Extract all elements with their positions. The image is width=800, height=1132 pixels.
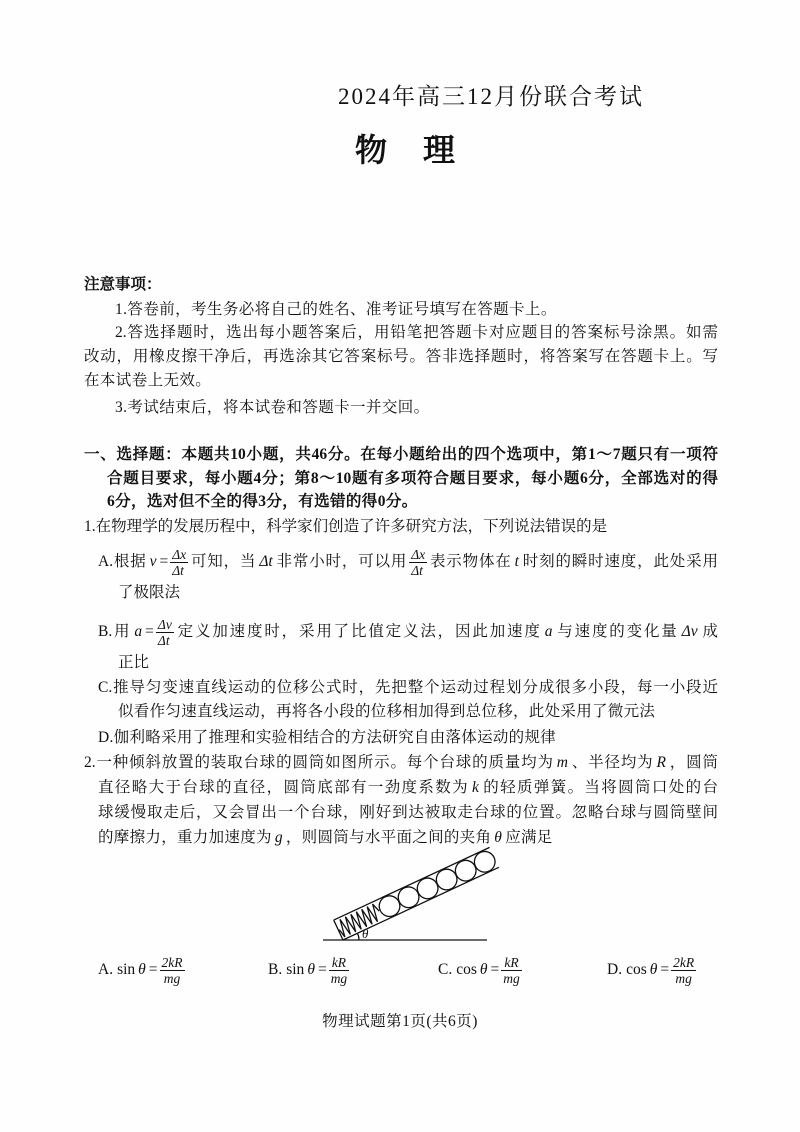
section-heading-line-3: 6分，选对但不全的得3分，有选错的得0分。 — [107, 493, 418, 510]
q2-l4-mid: ，则圆筒与水平面之间的夹角 — [285, 829, 492, 846]
exam-title: 2024年高三12月份联合考试 — [338, 84, 644, 109]
q2-opt-a-eq: = — [148, 961, 158, 978]
q2-opt-b-var: θ — [307, 961, 315, 978]
q2-opt-a-den: mg — [163, 970, 181, 986]
q2-stem-line-2 — [98, 776, 718, 800]
q2-var-k: k — [472, 779, 479, 796]
q2-opt-a-fraction — [160, 955, 185, 986]
q2-option-b — [268, 952, 351, 988]
notice-item-2-line-2: 改动，用橡皮擦干净后，再选涂其它答案标号。答非选择题时，将答案写在答题卡上。写 — [84, 348, 718, 365]
angle-label: θ — [362, 926, 369, 941]
subject-title: 物理 — [355, 132, 492, 168]
q2-var-r: R — [656, 754, 666, 771]
q2-opt-d-den: mg — [675, 970, 692, 986]
q1-b-var-a: a — [134, 623, 143, 640]
q2-l1-post: ，圆筒 — [668, 754, 718, 771]
q2-opt-b-fraction — [329, 955, 350, 986]
q1-a-var-v: v — [149, 553, 157, 570]
notice-item-3: 3.考试结束后，将本试卷和答题卡一并交回。 — [115, 399, 430, 416]
q2-opt-b-label: B. — [268, 961, 283, 978]
q1-a-mid2: 非常小时，可以用 — [275, 553, 408, 570]
q2-option-c — [438, 952, 524, 988]
q1-a-pre: A.根据 — [98, 553, 147, 570]
q2-opt-b-eq: = — [317, 961, 327, 978]
q2-opt-d-func: cos — [626, 961, 647, 978]
q2-opt-a-var: θ — [138, 961, 146, 978]
q2-var-m: m — [556, 754, 568, 771]
q2-opt-d-label: D. — [607, 961, 623, 978]
section-heading-line-1: 一、选择题：本题共10小题，共46分。在每小题给出的四个选项中，第1～7题只有一项符 — [84, 446, 718, 463]
q1-option-a-cont: 了极限法 — [118, 584, 181, 601]
q2-opt-c-func: cos — [456, 961, 477, 978]
q2-stem-line-3: 球缓慢取走后，又会冒出一个台球，刚好到达被取走台球的位置。忽略台球与圆筒壁间 — [98, 804, 718, 821]
q2-l1-pre: 2.一种倾斜放置的装取台球的圆筒如图所示。每个台球的质量均为 — [84, 754, 554, 771]
q2-option-a — [98, 952, 187, 988]
q1-option-d: D.伽利略采用了推理和实验相结合的方法研究自由落体运动的规律 — [98, 729, 557, 746]
q1-a-frac2-num: Δx — [411, 546, 426, 562]
q1-a-post: 时刻的瞬时速度，此处采用 — [521, 553, 718, 570]
q2-opt-a-label: A. — [98, 961, 114, 978]
q1-b-frac-num: Δv — [157, 616, 172, 632]
angle-arc — [358, 933, 360, 940]
q1-option-c-line-1: C.推导匀变速直线运动的位移公式时，先把整个运动过程划分成很多小段，每一小段近 — [98, 679, 718, 696]
q2-opt-b-func: sin — [286, 961, 305, 978]
q2-opt-a-num: 2kR — [161, 954, 183, 970]
q1-option-b-cont: 正比 — [118, 654, 150, 671]
q2-opt-d-num: 2kR — [673, 954, 695, 970]
q2-l1-mid: 、半径均为 — [571, 754, 654, 771]
q1-stem: 1.在物理学的发展历程中，科学家们创造了许多研究方法，下列说法错误的是 — [84, 518, 608, 535]
q1-option-c-line-2: 似看作匀速直线运动，再将各小段的位移相加得到总位移，此处采用了微元法 — [118, 703, 656, 720]
q1-b-var-a2: a — [544, 623, 553, 640]
q1-a-mid1: 可知，当 — [190, 553, 257, 570]
notice-item-1: 1.答卷前，考生务必将自己的姓名、准考证号填写在答题卡上。 — [115, 301, 557, 318]
q1-a-frac2-den: Δt — [411, 562, 423, 578]
q1-a-fraction-1 — [170, 547, 188, 578]
q1-b-post: 成 — [700, 623, 718, 640]
q2-l4-pre: 的摩擦力，重力加速度为 — [98, 829, 272, 846]
q2-opt-c-num: kR — [501, 955, 522, 971]
q1-a-fraction-2 — [409, 547, 427, 578]
q2-opt-a-func: sin — [117, 961, 136, 978]
q1-a-var-t: t — [514, 553, 519, 570]
q1-a-frac1-den: Δt — [172, 562, 184, 578]
tube-diagram — [315, 845, 500, 950]
q2-opt-c-var: θ — [479, 961, 488, 978]
q1-a-var-dt: Δt — [259, 553, 273, 570]
q1-a-frac1-num: Δx — [172, 546, 187, 562]
q2-l2-post: 的轻质弹簧。当将圆筒口处的台 — [481, 779, 718, 796]
q2-l2-pre: 直径略大于台球的直径，圆筒底部有一劲度系数为 — [98, 779, 469, 796]
q1-b-eq: = — [145, 623, 154, 640]
q2-opt-c-eq: = — [490, 961, 500, 978]
q1-b-pre: B.用 — [98, 623, 132, 640]
section-heading-line-2: 合题目要求，每小题4分；第8～10题有多项符合题目要求，每小题6分，全部选对的得 — [107, 470, 718, 487]
q1-b-mid2: 与速度的变化量 — [555, 623, 679, 640]
q2-opt-b-num: kR — [329, 955, 350, 971]
q1-b-var-dv: Δv — [681, 623, 698, 640]
q1-option-b — [98, 614, 718, 650]
q1-b-mid1: 定义加速度时，采用了比值定义法，因此加速度 — [175, 623, 542, 640]
q1-a-mid3: 表示物体在 — [429, 553, 512, 570]
q2-opt-c-den: mg — [503, 970, 520, 986]
q1-option-a — [98, 544, 718, 580]
q2-l4-post: 应满足 — [505, 829, 553, 846]
q2-var-theta: θ — [494, 829, 503, 846]
q1-b-frac-den: Δt — [157, 632, 170, 648]
notice-item-2-line-3: 在本试卷上无效。 — [84, 372, 212, 389]
q2-opt-b-den: mg — [330, 970, 348, 986]
notice-heading: 注意事项： — [84, 276, 162, 293]
q1-b-fraction — [156, 617, 174, 648]
tube-group — [334, 847, 499, 940]
q2-option-d — [607, 952, 698, 988]
q2-stem-line-1 — [84, 751, 718, 775]
q2-opt-d-var: θ — [649, 961, 658, 978]
q2-opt-d-eq: = — [660, 961, 670, 978]
notice-item-2-line-1: 2.答选择题时，选出每小题答案后，用铅笔把答题卡对应题目的答案标号涂黑。如需 — [115, 324, 718, 341]
page-footer: 物理试题第1页(共6页) — [322, 1013, 478, 1030]
q2-opt-d-fraction — [671, 955, 696, 986]
tube-upper-wall — [334, 847, 490, 920]
q2-opt-c-label: C. — [438, 961, 453, 978]
q2-opt-c-fraction — [501, 955, 522, 986]
q2-var-g: g — [274, 829, 283, 846]
q1-a-eq: = — [159, 553, 169, 570]
